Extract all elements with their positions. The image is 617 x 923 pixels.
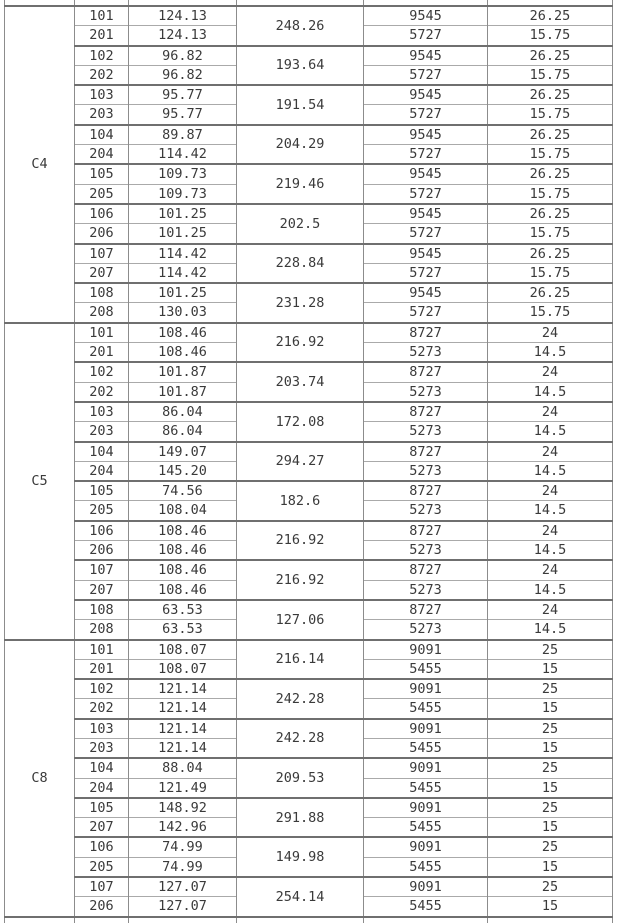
table-body — [5, 6, 613, 917]
table-row — [5, 46, 613, 66]
rate-value-cell: 24 — [488, 560, 613, 580]
item-id-cell: 107 — [75, 560, 129, 580]
base-value-cell: 9091 — [364, 837, 488, 857]
base-value-cell: 9545 — [364, 125, 488, 145]
item-value-cell: 95.77 — [129, 105, 237, 125]
rate-value-cell: 25 — [488, 679, 613, 699]
item-id-cell: 108 — [75, 600, 129, 620]
pair-sum-cell: 231.28 — [237, 283, 364, 323]
rate-value-cell: 15.75 — [488, 26, 613, 46]
item-value-cell: 86.04 — [129, 422, 237, 442]
table-row — [5, 85, 613, 105]
item-value-cell: 108.46 — [129, 323, 237, 343]
item-id-cell: 202 — [75, 699, 129, 719]
rate-value-cell: 15 — [488, 699, 613, 719]
base-value-cell: 5273 — [364, 461, 488, 481]
base-value-cell: 9091 — [364, 719, 488, 739]
base-value-cell: 8727 — [364, 402, 488, 422]
rate-value-cell: 15.75 — [488, 145, 613, 165]
base-value-cell: 5455 — [364, 818, 488, 838]
item-id-cell: 207 — [75, 580, 129, 600]
base-value-cell: 5455 — [364, 778, 488, 798]
table-row — [5, 560, 613, 580]
rate-value-cell: 15 — [488, 659, 613, 679]
item-id-cell: 207 — [75, 263, 129, 283]
rate-value-cell: 26.25 — [488, 283, 613, 303]
item-value-cell: 149.07 — [129, 442, 237, 462]
table-row — [5, 521, 613, 541]
rate-value-cell: 15.75 — [488, 184, 613, 204]
pair-sum-cell: 228.84 — [237, 244, 364, 284]
partial-row-bottom — [5, 917, 613, 923]
group-label-cell: C5 — [5, 323, 75, 640]
item-id-cell: 107 — [75, 877, 129, 897]
item-value-cell: 108.46 — [129, 521, 237, 541]
item-id-cell: 103 — [75, 85, 129, 105]
pair-sum-cell: 172.08 — [237, 402, 364, 442]
item-id-cell: 105 — [75, 798, 129, 818]
rate-value-cell: 15 — [488, 857, 613, 877]
item-value-cell: 124.13 — [129, 6, 237, 26]
item-value-cell: 108.46 — [129, 560, 237, 580]
pair-sum-cell: 242.28 — [237, 719, 364, 759]
item-id-cell: 102 — [75, 362, 129, 382]
table-row — [5, 640, 613, 660]
pair-sum-cell: 216.92 — [237, 323, 364, 363]
base-value-cell: 9545 — [364, 283, 488, 303]
item-id-cell: 105 — [75, 164, 129, 184]
base-value-cell: 5455 — [364, 659, 488, 679]
item-value-cell: 101.87 — [129, 382, 237, 402]
item-value-cell: 124.13 — [129, 26, 237, 46]
item-id-cell: 101 — [75, 6, 129, 26]
rate-value-cell: 25 — [488, 798, 613, 818]
rate-value-cell: 15 — [488, 738, 613, 758]
rate-value-cell: 24 — [488, 442, 613, 462]
pair-sum-cell: 219.46 — [237, 164, 364, 204]
item-id-cell: 205 — [75, 857, 129, 877]
base-value-cell: 5727 — [364, 26, 488, 46]
rate-value-cell: 15 — [488, 778, 613, 798]
item-id-cell: 103 — [75, 719, 129, 739]
base-value-cell: 9545 — [364, 46, 488, 66]
rate-value-cell: 24 — [488, 402, 613, 422]
base-value-cell: 9545 — [364, 85, 488, 105]
item-value-cell: 109.73 — [129, 184, 237, 204]
rate-value-cell: 15 — [488, 818, 613, 838]
rate-value-cell: 15.75 — [488, 263, 613, 283]
pair-sum-cell: 209.53 — [237, 758, 364, 798]
base-value-cell: 9545 — [364, 204, 488, 224]
item-value-cell: 114.42 — [129, 244, 237, 264]
table-row — [5, 877, 613, 897]
pair-sum-cell: 216.14 — [237, 640, 364, 680]
rate-value-cell: 14.5 — [488, 343, 613, 363]
group-label-cell: C4 — [5, 6, 75, 323]
rate-value-cell: 24 — [488, 481, 613, 501]
item-id-cell: 208 — [75, 620, 129, 640]
item-id-cell: 106 — [75, 204, 129, 224]
item-id-cell: 101 — [75, 323, 129, 343]
pair-sum-cell: 254.14 — [237, 877, 364, 917]
pair-sum-cell: 242.28 — [237, 679, 364, 719]
base-value-cell: 8727 — [364, 323, 488, 343]
rate-value-cell: 25 — [488, 758, 613, 778]
base-value-cell: 9091 — [364, 640, 488, 660]
rate-value-cell: 24 — [488, 600, 613, 620]
item-value-cell: 74.99 — [129, 837, 237, 857]
base-value-cell: 8727 — [364, 521, 488, 541]
item-id-cell: 207 — [75, 818, 129, 838]
rate-value-cell: 26.25 — [488, 46, 613, 66]
item-value-cell: 86.04 — [129, 402, 237, 422]
rate-value-cell: 14.5 — [488, 580, 613, 600]
base-value-cell: 9545 — [364, 164, 488, 184]
table-row — [5, 6, 613, 26]
base-value-cell: 5727 — [364, 224, 488, 244]
pair-sum-cell: 203.74 — [237, 362, 364, 402]
item-id-cell: 104 — [75, 125, 129, 145]
item-value-cell: 108.46 — [129, 541, 237, 561]
table-row — [5, 402, 613, 422]
rate-value-cell: 25 — [488, 837, 613, 857]
rate-value-cell: 25 — [488, 877, 613, 897]
item-id-cell: 202 — [75, 65, 129, 85]
pair-sum-cell: 202.5 — [237, 204, 364, 244]
item-value-cell: 74.56 — [129, 481, 237, 501]
item-id-cell: 203 — [75, 105, 129, 125]
table-row — [5, 798, 613, 818]
table-row — [5, 719, 613, 739]
pair-sum-cell: 294.27 — [237, 442, 364, 482]
item-id-cell: 204 — [75, 145, 129, 165]
item-value-cell: 127.07 — [129, 897, 237, 917]
table-row — [5, 481, 613, 501]
item-value-cell: 121.14 — [129, 719, 237, 739]
item-id-cell: 208 — [75, 303, 129, 323]
item-id-cell: 106 — [75, 837, 129, 857]
table-row — [5, 244, 613, 264]
pair-sum-cell: 127.06 — [237, 600, 364, 640]
rate-value-cell: 15.75 — [488, 303, 613, 323]
item-id-cell: 107 — [75, 244, 129, 264]
base-value-cell: 5273 — [364, 343, 488, 363]
item-id-cell: 203 — [75, 738, 129, 758]
item-value-cell: 96.82 — [129, 46, 237, 66]
item-value-cell: 63.53 — [129, 600, 237, 620]
base-value-cell: 5455 — [364, 857, 488, 877]
table-row — [5, 164, 613, 184]
base-value-cell: 5727 — [364, 303, 488, 323]
item-id-cell: 204 — [75, 778, 129, 798]
item-value-cell: 108.46 — [129, 580, 237, 600]
item-value-cell: 121.14 — [129, 738, 237, 758]
item-value-cell: 108.07 — [129, 640, 237, 660]
item-id-cell: 203 — [75, 422, 129, 442]
base-value-cell: 5273 — [364, 580, 488, 600]
pair-sum-cell: 191.54 — [237, 85, 364, 125]
base-value-cell: 8727 — [364, 442, 488, 462]
item-id-cell: 105 — [75, 481, 129, 501]
base-value-cell: 5455 — [364, 699, 488, 719]
base-value-cell: 9545 — [364, 244, 488, 264]
rate-value-cell: 14.5 — [488, 620, 613, 640]
item-value-cell: 101.25 — [129, 224, 237, 244]
base-value-cell: 5727 — [364, 184, 488, 204]
base-value-cell: 9091 — [364, 877, 488, 897]
item-id-cell: 201 — [75, 343, 129, 363]
rate-value-cell: 26.25 — [488, 6, 613, 26]
item-id-cell: 201 — [75, 659, 129, 679]
base-value-cell: 5455 — [364, 738, 488, 758]
table-row — [5, 442, 613, 462]
rate-value-cell: 26.25 — [488, 204, 613, 224]
base-value-cell: 9091 — [364, 758, 488, 778]
partial-cell — [129, 917, 237, 923]
table-row — [5, 837, 613, 857]
item-id-cell: 102 — [75, 46, 129, 66]
item-value-cell: 130.03 — [129, 303, 237, 323]
item-value-cell: 108.07 — [129, 659, 237, 679]
base-value-cell: 5273 — [364, 620, 488, 640]
pair-sum-cell: 204.29 — [237, 125, 364, 165]
item-id-cell: 205 — [75, 184, 129, 204]
pair-sum-cell: 193.64 — [237, 46, 364, 86]
item-value-cell: 127.07 — [129, 877, 237, 897]
pair-sum-cell: 182.6 — [237, 481, 364, 521]
base-value-cell: 9091 — [364, 798, 488, 818]
rate-value-cell: 26.25 — [488, 164, 613, 184]
item-value-cell: 88.04 — [129, 758, 237, 778]
table-row — [5, 362, 613, 382]
item-value-cell: 101.25 — [129, 283, 237, 303]
pair-sum-cell: 216.92 — [237, 560, 364, 600]
table-row — [5, 204, 613, 224]
rate-value-cell: 15 — [488, 897, 613, 917]
pair-sum-cell: 149.98 — [237, 837, 364, 877]
partial-cell — [364, 917, 488, 923]
rate-value-cell: 26.25 — [488, 125, 613, 145]
item-value-cell: 95.77 — [129, 85, 237, 105]
rate-value-cell: 15.75 — [488, 224, 613, 244]
rate-value-cell: 26.25 — [488, 244, 613, 264]
rate-value-cell: 25 — [488, 640, 613, 660]
table-row — [5, 283, 613, 303]
rate-value-cell: 24 — [488, 521, 613, 541]
rate-value-cell: 14.5 — [488, 541, 613, 561]
item-id-cell: 202 — [75, 382, 129, 402]
item-id-cell: 106 — [75, 521, 129, 541]
rate-value-cell: 24 — [488, 362, 613, 382]
rate-value-cell: 14.5 — [488, 461, 613, 481]
base-value-cell: 5273 — [364, 382, 488, 402]
base-value-cell: 5727 — [364, 263, 488, 283]
item-id-cell: 104 — [75, 758, 129, 778]
item-id-cell: 206 — [75, 897, 129, 917]
rate-value-cell: 26.25 — [488, 85, 613, 105]
base-value-cell: 8727 — [364, 481, 488, 501]
base-value-cell: 5727 — [364, 145, 488, 165]
pair-sum-cell: 291.88 — [237, 798, 364, 838]
item-id-cell: 204 — [75, 461, 129, 481]
base-value-cell: 5727 — [364, 65, 488, 85]
rate-value-cell: 14.5 — [488, 501, 613, 521]
item-value-cell: 148.92 — [129, 798, 237, 818]
item-value-cell: 74.99 — [129, 857, 237, 877]
item-value-cell: 121.14 — [129, 679, 237, 699]
partial-cell — [488, 917, 613, 923]
base-value-cell: 9091 — [364, 679, 488, 699]
item-id-cell: 102 — [75, 679, 129, 699]
rate-value-cell: 25 — [488, 719, 613, 739]
item-value-cell: 96.82 — [129, 65, 237, 85]
base-value-cell: 5273 — [364, 541, 488, 561]
table-row — [5, 323, 613, 343]
base-value-cell: 8727 — [364, 362, 488, 382]
item-value-cell: 114.42 — [129, 145, 237, 165]
item-id-cell: 101 — [75, 640, 129, 660]
item-value-cell: 145.20 — [129, 461, 237, 481]
base-value-cell: 5455 — [364, 897, 488, 917]
item-value-cell: 89.87 — [129, 125, 237, 145]
table-row — [5, 125, 613, 145]
item-value-cell: 63.53 — [129, 620, 237, 640]
item-id-cell: 104 — [75, 442, 129, 462]
pair-sum-cell: 216.92 — [237, 521, 364, 561]
rate-value-cell: 24 — [488, 323, 613, 343]
rate-value-cell: 14.5 — [488, 422, 613, 442]
item-value-cell: 101.25 — [129, 204, 237, 224]
item-id-cell: 108 — [75, 283, 129, 303]
item-id-cell: 206 — [75, 224, 129, 244]
base-value-cell: 5727 — [364, 105, 488, 125]
base-value-cell: 8727 — [364, 600, 488, 620]
rate-value-cell: 15.75 — [488, 105, 613, 125]
item-value-cell: 142.96 — [129, 818, 237, 838]
rate-value-cell: 14.5 — [488, 382, 613, 402]
pair-sum-cell: 248.26 — [237, 6, 364, 46]
partial-cell — [75, 917, 129, 923]
rate-value-cell: 15.75 — [488, 65, 613, 85]
item-value-cell: 108.04 — [129, 501, 237, 521]
base-value-cell: 9545 — [364, 6, 488, 26]
item-value-cell: 101.87 — [129, 362, 237, 382]
item-id-cell: 205 — [75, 501, 129, 521]
item-id-cell: 206 — [75, 541, 129, 561]
item-id-cell: 103 — [75, 402, 129, 422]
base-value-cell: 5273 — [364, 422, 488, 442]
partial-bottom-section — [5, 917, 613, 923]
item-value-cell: 108.46 — [129, 343, 237, 363]
partial-cell — [5, 917, 75, 923]
item-value-cell: 114.42 — [129, 263, 237, 283]
item-value-cell: 109.73 — [129, 164, 237, 184]
base-value-cell: 5273 — [364, 501, 488, 521]
data-table — [4, 0, 613, 923]
table-row — [5, 758, 613, 778]
item-value-cell: 121.49 — [129, 778, 237, 798]
base-value-cell: 8727 — [364, 560, 488, 580]
group-label-cell: C8 — [5, 640, 75, 917]
item-id-cell: 201 — [75, 26, 129, 46]
item-value-cell: 121.14 — [129, 699, 237, 719]
table-row — [5, 600, 613, 620]
table-row — [5, 679, 613, 699]
partial-cell — [237, 917, 364, 923]
